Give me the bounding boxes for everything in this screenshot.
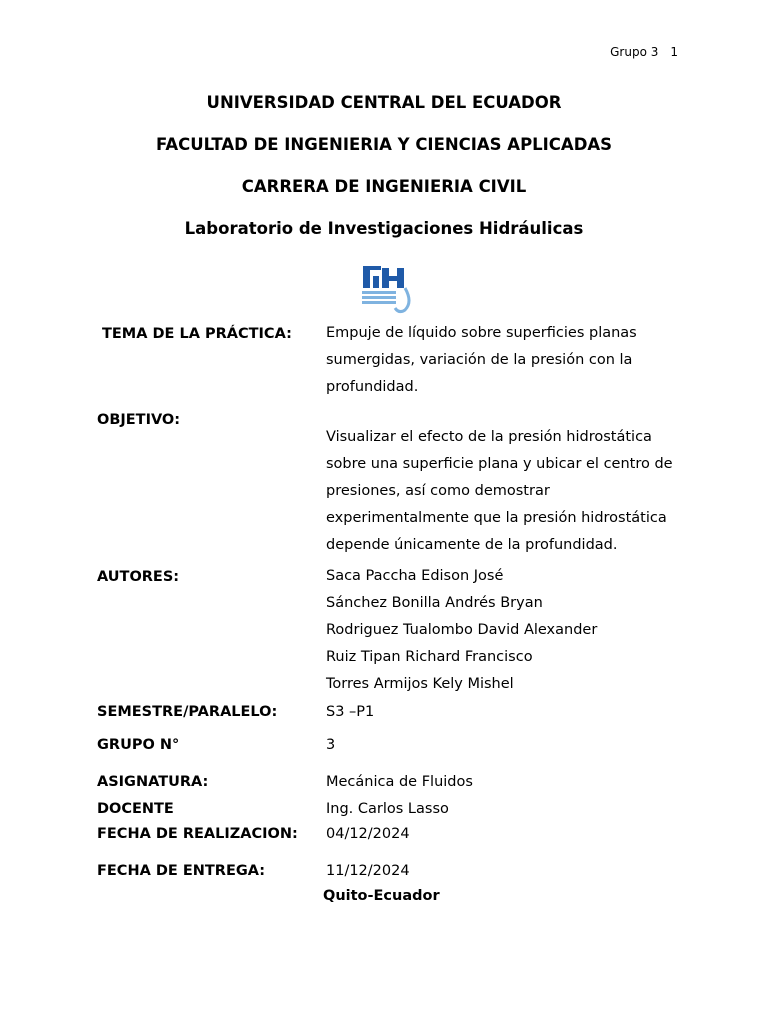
- grupo-label: GRUPO N°: [97, 737, 180, 753]
- title-block: [0, 92, 768, 260]
- fecha-realizacion-label: FECHA DE REALIZACION:: [97, 826, 298, 842]
- grupo-value: 3: [326, 737, 336, 753]
- objetivo-label: OBJETIVO:: [97, 412, 181, 428]
- page-header: [610, 45, 678, 59]
- objetivo-line: experimentalmente que la presión hidrostática: [326, 510, 667, 526]
- fecha-entrega-label: FECHA DE ENTREGA:: [97, 863, 266, 879]
- author-name: Sánchez Bonilla Andrés Bryan: [326, 595, 543, 611]
- tema-label: TEMA DE LA PRÁCTICA:: [102, 326, 292, 342]
- tema-line: profundidad.: [326, 379, 419, 395]
- fecha-realizacion-value: 04/12/2024: [326, 826, 410, 842]
- header-group: Grupo 3: [610, 45, 659, 59]
- author-name: Rodriguez Tualombo David Alexander: [326, 622, 598, 638]
- lab-title: Laboratorio de Investigaciones Hidráulicas: [184, 219, 584, 238]
- lih-logo-icon: [359, 264, 417, 314]
- objetivo-value: [326, 424, 696, 559]
- docente-value: Ing. Carlos Lasso: [326, 801, 449, 817]
- tema-line: Empuje de líquido sobre superficies planas: [326, 325, 637, 341]
- semestre-value: S3 –P1: [326, 704, 375, 720]
- tema-value: [326, 320, 696, 401]
- objetivo-line: presiones, así como demostrar: [326, 483, 550, 499]
- career-title: CARRERA DE INGENIERIA CIVIL: [241, 177, 527, 196]
- docente-label: DOCENTE: [97, 801, 174, 817]
- autores-label: AUTORES:: [97, 569, 180, 585]
- asignatura-label: ASIGNATURA:: [97, 774, 209, 790]
- author-name: Saca Paccha Edison José: [326, 568, 504, 584]
- objetivo-line: sobre una superficie plana y ubicar el centro de: [326, 456, 673, 472]
- place-footer: Quito-Ecuador: [323, 888, 440, 904]
- autores-value: [326, 563, 696, 698]
- faculty-title: FACULTAD DE INGENIERIA Y CIENCIAS APLICADAS: [155, 135, 613, 154]
- asignatura-value: Mecánica de Fluidos: [326, 774, 473, 790]
- page-number: 1: [670, 45, 678, 59]
- university-title: UNIVERSIDAD CENTRAL DEL ECUADOR: [206, 93, 562, 112]
- semestre-label: SEMESTRE/PARALELO:: [97, 704, 278, 720]
- fecha-entrega-value: 11/12/2024: [326, 863, 410, 879]
- objetivo-line: depende únicamente de la profundidad.: [326, 537, 618, 553]
- author-name: Torres Armijos Kely Mishel: [326, 676, 514, 692]
- author-name: Ruiz Tipan Richard Francisco: [326, 649, 533, 665]
- objetivo-line: Visualizar el efecto de la presión hidrostática: [326, 429, 652, 445]
- tema-line: sumergidas, variación de la presión con la: [326, 352, 633, 368]
